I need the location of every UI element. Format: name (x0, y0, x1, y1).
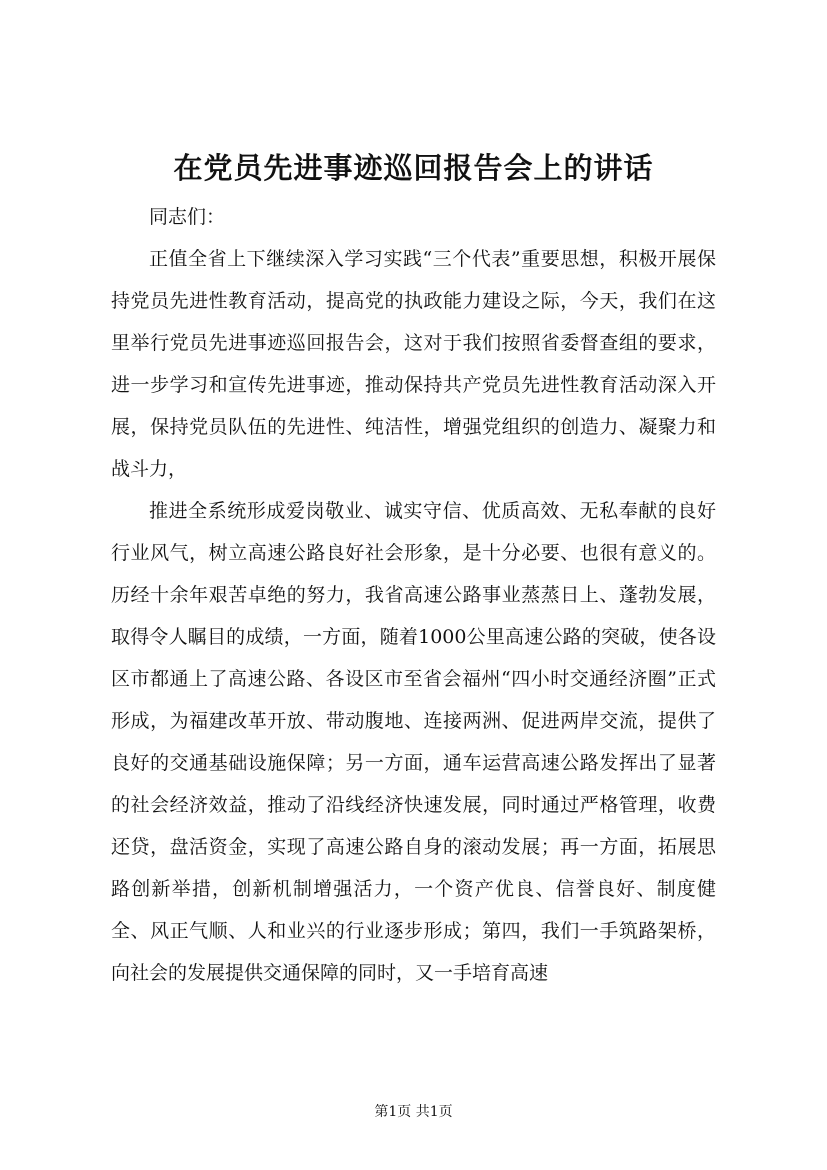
paragraph-2: 推进全系统形成爱岗敬业、诚实守信、优质高效、无私奉献的良好行业风气，树立高速公路良好社会形象，是十分必要、也很有意义的。历经十余年艰苦卓绝的努力，我省高速公路事业蒸蒸日上、蓬勃发展，取得令人瞩目的成绩，一方面，随着1000公里高速公路的突破，使各设区市都通上了高速公路、各设区市至省会福州“四小时交通经济圈”正式形成，为福建改革开放、带动腹地、连接两洲、促进两岸交流，提供了良好的交通基础设施保障；另一方面，通车运营高速公路发挥出了显著的社会经济效益，推动了沿线经济快速发展，同时通过严格管理，收费还贷，盘活资金，实现了高速公路自身的滚动发展；再一方面，拓展思路创新举措，创新机制增强活力，一个资产优良、信誉良好、制度健全、风正气顺、人和业兴的行业逐步形成；第四，我们一手筑路架桥，向社会的发展提供交通保障的同时，又一手培育高速 (111, 500, 716, 984)
salutation: 同志们： (149, 206, 226, 228)
document-body (111, 196, 716, 994)
document-title: 在党员先进事迹巡回报告会上的讲话 (173, 151, 654, 185)
paragraph-1: 正值全省上下继续深入学习实践“三个代表”重要思想，积极开展保持党员先进性教育活动，提高党的执政能力建设之际，今天，我们在这里举行党员先进事迹巡回报告会，这对于我们按照省委督查组的要求，进一步学习和宣传先进事迹，推动保持共产党员先进性教育活动深入开展，保持党员队伍的先进性、纯洁性，增强党组织的创造力、凝聚力和战斗力， (111, 248, 716, 480)
page-footer: 第1页 共1页 (374, 1104, 453, 1120)
